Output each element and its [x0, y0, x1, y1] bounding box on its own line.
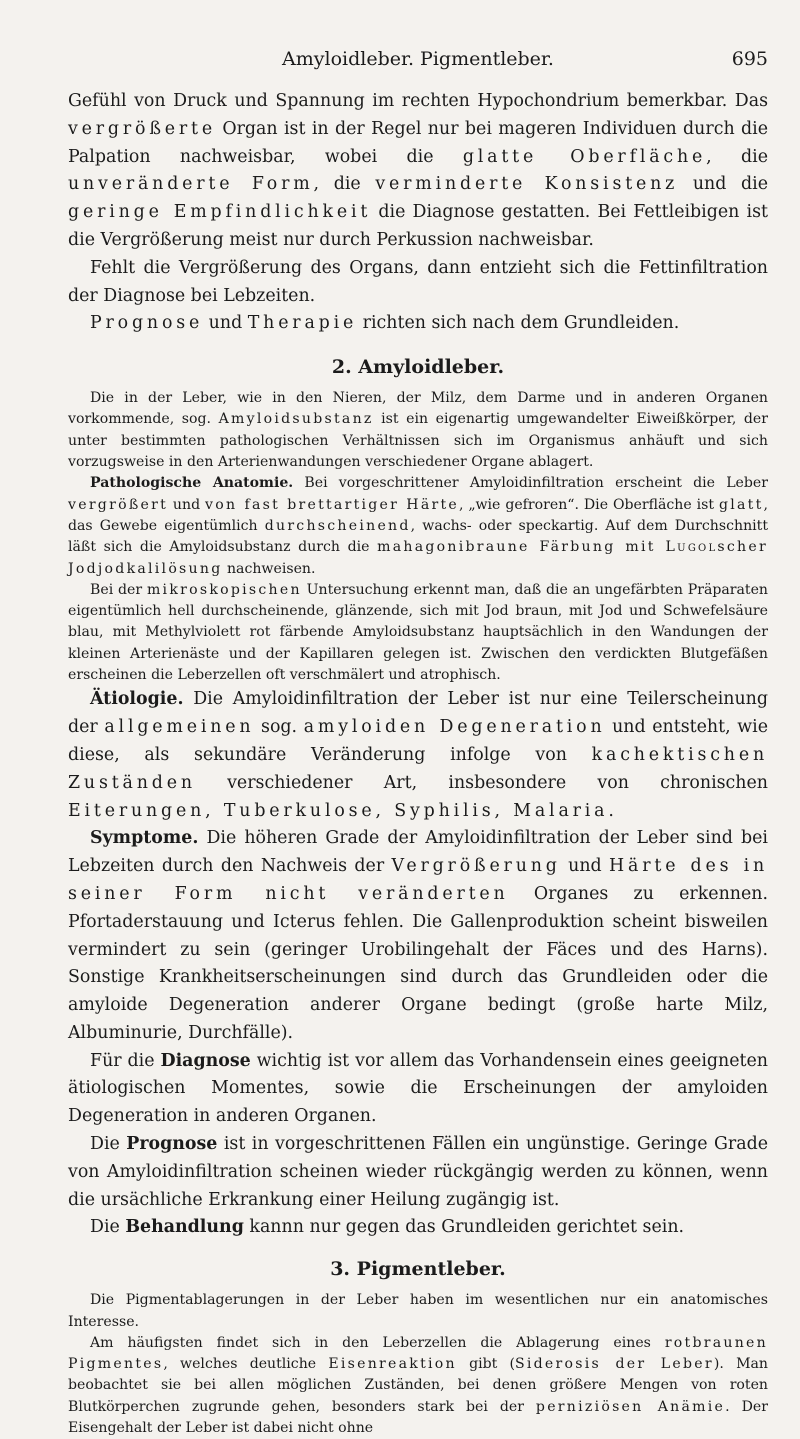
paragraph-fehlende-vergroesserung: Fehlt die Vergrößerung des Organs, dann entzieht sich die Fettinfiltration der Diagnose bei Lebzeiten.: [68, 257, 768, 306]
page-header: [68, 48, 768, 78]
text-run: kannn nur gegen das Grundleiden gerichtet sein.: [243, 1217, 685, 1238]
text-run: ist in vorgeschrittenen Fällen ein ungünstige. Geringe Grade von Amyloidinfiltration scheinen wieder rückgängig werden zu können, wenn die ursächliche Erkrankung einer Heilung zugängig ist.: [68, 1134, 768, 1210]
bold-term: Ätiologie.: [90, 689, 184, 710]
text-run: , die: [706, 146, 768, 167]
paragraph-fettleber-diagnose: [68, 88, 768, 255]
text-run: Die Amyloidinfiltration der Leber ist nur eine Teilerscheinung der: [68, 689, 768, 738]
bold-term: Diagnose: [160, 1050, 251, 1071]
text-run: ist ein eigenartig umgewandelter Eiweißkörper, der unter bestimmten pathologischen Verhältnissen sich im Organismus anhäuft und sich vorzugsweise in den Arterienwandungen verschiedener Organe ablagert.: [68, 411, 768, 471]
bold-term: Behandlung: [125, 1217, 244, 1238]
text-run: verschiedener Art, insbesondere von chronischen: [195, 772, 768, 793]
text-run: und: [168, 496, 206, 513]
section-heading-pigmentleber: 3. Pigmentleber.: [330, 1258, 506, 1281]
text-run: nachweisen.: [222, 560, 316, 577]
spaced-term: mahagonibraune Färbung mit: [377, 539, 666, 556]
text-run: und: [560, 856, 610, 877]
page-body: [68, 88, 768, 1439]
spaced-term: scher Jodjodkalilösung: [68, 539, 768, 577]
bold-term: Symptome.: [90, 828, 199, 849]
text-run: Gefühl von Druck und Spannung im rechten Hypochondrium bemerkbar. Das: [68, 91, 768, 111]
spaced-term: allgemeinen: [104, 717, 255, 738]
spaced-term: vergrößerte: [68, 118, 216, 139]
spaced-term: Eiterungen, Tuberkulose, Syphilis, Malaria.: [68, 800, 618, 821]
text-run: ). Man beobachtet sie bei allen möglichen Zuständen, bei denen größere Mengen von roten Blutkörperchen zugrunde gehen, besonders stark bei der: [68, 1356, 768, 1415]
text-run: wichtig ist vor allem das Vorhandensein eines geeigneten ätiologischen Momentes, sowie die Erscheinungen der amyloiden Degeneration in anderen Organen.: [68, 1050, 768, 1127]
paragraph-symptome: [68, 825, 768, 1047]
section-heading-amyloidleber: 2. Amyloidleber.: [331, 356, 505, 379]
spaced-term: von fast brettartiger Härte: [205, 496, 460, 513]
text-run: Bei vorgeschrittener Amyloidinfiltration erscheint die Leber: [293, 475, 768, 492]
paragraph-amyloidsubstanz: [68, 388, 768, 473]
text-run: und entsteht, wie diese, als sekundäre Veränderung infolge von: [68, 717, 768, 765]
text-run: , das Gewebe eigentümlich: [68, 496, 768, 534]
text-run: gibt (: [456, 1356, 515, 1373]
text-run: Am häufigsten findet sich in den Leberzellen die Ablagerung eines: [90, 1334, 665, 1351]
spaced-term: rotbraunen Pigmentes: [68, 1334, 768, 1373]
spaced-term: Eisenreaktion: [328, 1356, 457, 1373]
paragraph-pigmentablagerungen: Die Pigmentablagerungen in der Leber haben im wesentlichen nur ein anatomisches Interesse.: [68, 1292, 768, 1330]
text-run: Bei der: [90, 581, 147, 598]
paragraph-behandlung: [68, 1214, 768, 1242]
text-run: , wachs- oder speckartig. Auf dem Durchschnitt läßt sich die Amyloidsubstanz durch die: [68, 517, 768, 556]
spaced-term: Amyloidsubstanz: [218, 411, 374, 428]
text-run: Organ ist in der Regel nur bei mageren Individuen durch die Palpation nachweisbar, wobei die: [68, 118, 768, 167]
spaced-term: Vergrößerung: [391, 856, 561, 877]
spaced-term: geringe Empfindlichkeit: [68, 202, 372, 223]
text-run: Organes zu erkennen. Pfortaderstauung und Icterus fehlen. Die Gallenproduktion scheint bisweilen vermindert zu sein (geringer Urobilingehalt der Fäces und des Harns). Sonstige Krankheitserscheinungen sind durch das Grundleiden oder die amyloide Degeneration anderer Organe bedingt (große harte Milz, Albuminurie, Durchfälle).: [68, 883, 768, 1043]
text-run: , „wie gefroren“. Die Oberfläche ist: [459, 496, 719, 513]
paragraph-aetiologie: [68, 686, 768, 825]
spaced-term: glatt: [718, 496, 764, 513]
text-run: , welches deutliche: [163, 1356, 329, 1373]
spaced-term: unveränderte Form: [68, 174, 314, 195]
text-run: richten sich nach dem Grundleiden.: [357, 313, 680, 334]
text-run: Für die: [90, 1050, 161, 1071]
paragraph-prognose: [68, 1131, 768, 1214]
text-run: Die: [90, 1217, 126, 1238]
text-run: und: [203, 313, 248, 334]
spaced-term: verminderte Konsistenz: [375, 174, 679, 195]
page-number: 695: [731, 48, 768, 70]
bold-term: Prognose: [126, 1134, 218, 1155]
text-run: sog.: [254, 717, 304, 738]
text-run: die Diagnose gestatten. Bei Fettleibigen ist die Vergrößerung meist nur durch Perkussion nachweisbar.: [68, 202, 768, 250]
text-run: Die in der Leber, wie in den Nieren, der Milz, dem Darme und in anderen Organen vorkommende, sog.: [68, 390, 768, 428]
spaced-term: vergrößert: [68, 496, 168, 513]
text-run: , die: [313, 174, 376, 195]
spaced-term: durchscheinend: [264, 517, 411, 534]
author-name-smallcaps: Lugol: [665, 539, 718, 556]
paragraph-siderosis: [68, 1333, 768, 1439]
text-run: Die: [90, 1134, 127, 1155]
bold-term: Pathologische Anatomie.: [90, 475, 294, 492]
text-run: . Der Eisengehalt der Leber ist dabei nicht ohne: [68, 1398, 768, 1437]
spaced-term: kachektischen Zuständen: [68, 744, 768, 793]
spaced-term: Therapie: [247, 313, 358, 334]
spaced-term: glatte Oberfläche: [462, 146, 707, 167]
paragraph-pathologische-anatomie: [68, 473, 768, 579]
paragraph-mikroskopische-untersuchung: [68, 580, 768, 686]
paragraph-diagnose: [68, 1048, 768, 1131]
text-run: Untersuchung erkennt man, daß die an ungefärbten Präparaten eigentümlich hell durchscheinende, glänzende, sich mit Jod braun, mit Jod und Schwefelsäure blau, mit Methylviolett rot färbende Amyloidsubstanz hauptsächlich in den Wandungen der kleinen Arterienäste und der Kapillaren gelegen ist. Zwischen den verdickten Blutgefäßen erscheinen die Leberzellen oft verschmälert und atrophisch.: [68, 581, 769, 684]
spaced-term: amyloiden Degeneration: [303, 717, 606, 738]
spaced-term: perniziösen Anämie: [535, 1398, 726, 1415]
running-title: Amyloidleber. Pigmentleber.: [282, 48, 554, 70]
spaced-term: Härte des in seiner Form nicht veränderten: [68, 856, 768, 904]
spaced-term: Siderosis der Leber: [514, 1356, 714, 1373]
spaced-term: Prognose: [90, 313, 204, 334]
text-run: und die: [678, 174, 768, 195]
text-run: Die höheren Grade der Amyloidinfiltration der Leber sind bei Lebzeiten durch den Nachweis der: [68, 828, 768, 877]
paragraph-prognose-therapie: [68, 310, 768, 338]
spaced-term: mikroskopischen: [146, 581, 302, 598]
